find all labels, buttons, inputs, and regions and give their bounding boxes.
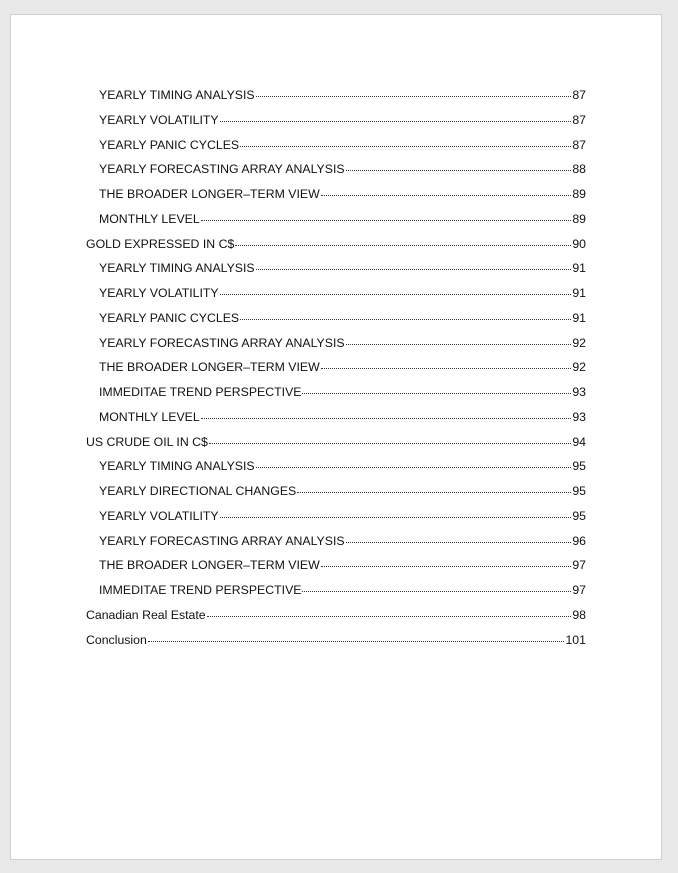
toc-entry-title: YEARLY TIMING ANALYSIS: [99, 261, 255, 276]
toc-entry[interactable]: [86, 261, 586, 286]
toc-entry-page-number: 89: [572, 211, 586, 226]
toc-entry-title: YEARLY DIRECTIONAL CHANGES: [99, 484, 297, 498]
toc-entry-page-number: 88: [572, 162, 586, 177]
toc-dot-leader: [148, 641, 565, 642]
table-of-contents: [86, 88, 586, 657]
toc-dot-leader: [240, 319, 571, 320]
toc-entry[interactable]: [86, 360, 586, 385]
toc-entry-title: YEARLY VOLATILITY: [99, 112, 219, 127]
toc-entry-title: YEARLY FORECASTING ARRAY ANALYSIS: [99, 533, 345, 548]
toc-dot-leader: [220, 121, 572, 122]
toc-entry-page-number: 95: [572, 484, 586, 498]
toc-entry-title: US CRUDE OIL IN C$: [86, 434, 208, 449]
toc-entry-title: YEARLY PANIC CYCLES: [99, 137, 240, 152]
toc-dot-leader: [321, 368, 572, 369]
toc-entry[interactable]: [86, 435, 586, 460]
toc-entry[interactable]: [86, 385, 586, 410]
toc-dot-leader: [302, 591, 571, 592]
toc-entry-page-number: 87: [572, 88, 586, 102]
toc-entry-title: GOLD EXPRESSED IN C$: [86, 236, 235, 251]
toc-entry-title: IMMEDITAE TREND PERSPECTIVE: [99, 583, 302, 597]
toc-entry[interactable]: [86, 113, 586, 138]
toc-entry[interactable]: [86, 138, 586, 163]
toc-entry-page-number: 87: [572, 112, 586, 127]
toc-dot-leader: [346, 344, 572, 345]
toc-entry[interactable]: [86, 187, 586, 212]
toc-entry-page-number: 90: [572, 236, 586, 251]
toc-entry-title: Conclusion: [86, 632, 147, 647]
toc-entry[interactable]: [86, 633, 586, 658]
toc-entry-title: YEARLY FORECASTING ARRAY ANALYSIS: [99, 162, 345, 177]
toc-dot-leader: [256, 467, 572, 468]
toc-dot-leader: [209, 443, 571, 444]
toc-entry[interactable]: [86, 534, 586, 559]
toc-entry-title: MONTHLY LEVEL: [99, 211, 200, 226]
toc-dot-leader: [240, 146, 571, 147]
toc-entry-page-number: 95: [572, 508, 586, 523]
toc-entry-title: THE BROADER LONGER–TERM VIEW: [99, 360, 320, 375]
toc-entry[interactable]: [86, 237, 586, 262]
toc-entry-title: MONTHLY LEVEL: [99, 409, 200, 424]
toc-entry[interactable]: [86, 509, 586, 534]
toc-entry-title: Canadian Real Estate: [86, 607, 206, 622]
toc-entry[interactable]: [86, 212, 586, 237]
toc-dot-leader: [302, 393, 571, 394]
toc-entry-title: IMMEDITAE TREND PERSPECTIVE: [99, 385, 302, 399]
toc-dot-leader: [201, 220, 572, 221]
toc-entry-title: YEARLY TIMING ANALYSIS: [99, 88, 255, 102]
toc-dot-leader: [256, 269, 572, 270]
toc-dot-leader: [346, 170, 572, 171]
toc-entry[interactable]: [86, 459, 586, 484]
document-page: [10, 14, 662, 860]
toc-entry[interactable]: [86, 583, 586, 608]
toc-entry[interactable]: [86, 162, 586, 187]
toc-entry-page-number: 91: [572, 286, 586, 300]
toc-entry-page-number: 96: [572, 533, 586, 548]
toc-entry[interactable]: [86, 311, 586, 336]
toc-entry-title: THE BROADER LONGER–TERM VIEW: [99, 187, 320, 201]
toc-entry-page-number: 97: [572, 558, 586, 573]
toc-entry-page-number: 94: [572, 434, 586, 449]
toc-entry-page-number: 101: [565, 632, 586, 647]
toc-entry[interactable]: [86, 286, 586, 311]
toc-dot-leader: [321, 195, 572, 196]
toc-dot-leader: [235, 245, 571, 246]
toc-dot-leader: [220, 517, 572, 518]
toc-entry[interactable]: [86, 336, 586, 361]
toc-entry-title: THE BROADER LONGER–TERM VIEW: [99, 558, 320, 573]
toc-entry[interactable]: [86, 484, 586, 509]
toc-entry-page-number: 92: [572, 360, 586, 375]
toc-entry-page-number: 89: [572, 187, 586, 201]
toc-entry[interactable]: [86, 88, 586, 113]
toc-entry-title: YEARLY VOLATILITY: [99, 286, 219, 300]
toc-dot-leader: [321, 566, 572, 567]
toc-entry-page-number: 93: [572, 409, 586, 424]
toc-entry[interactable]: [86, 410, 586, 435]
toc-entry[interactable]: [86, 608, 586, 633]
toc-entry-page-number: 92: [572, 335, 586, 350]
toc-entry-page-number: 98: [572, 607, 586, 622]
toc-entry-title: YEARLY PANIC CYCLES: [99, 310, 240, 325]
toc-dot-leader: [201, 418, 572, 419]
toc-dot-leader: [220, 294, 572, 295]
toc-dot-leader: [207, 616, 572, 617]
toc-entry-page-number: 97: [572, 583, 586, 597]
toc-dot-leader: [346, 542, 572, 543]
toc-entry-page-number: 93: [572, 385, 586, 399]
toc-entry-title: YEARLY VOLATILITY: [99, 508, 219, 523]
toc-entry-title: YEARLY FORECASTING ARRAY ANALYSIS: [99, 335, 345, 350]
toc-entry[interactable]: [86, 558, 586, 583]
toc-entry-page-number: 91: [572, 310, 586, 325]
toc-entry-page-number: 87: [572, 137, 586, 152]
toc-dot-leader: [297, 492, 571, 493]
toc-dot-leader: [256, 96, 572, 97]
toc-entry-title: YEARLY TIMING ANALYSIS: [99, 459, 255, 474]
toc-entry-page-number: 91: [572, 261, 586, 276]
toc-entry-page-number: 95: [572, 459, 586, 474]
